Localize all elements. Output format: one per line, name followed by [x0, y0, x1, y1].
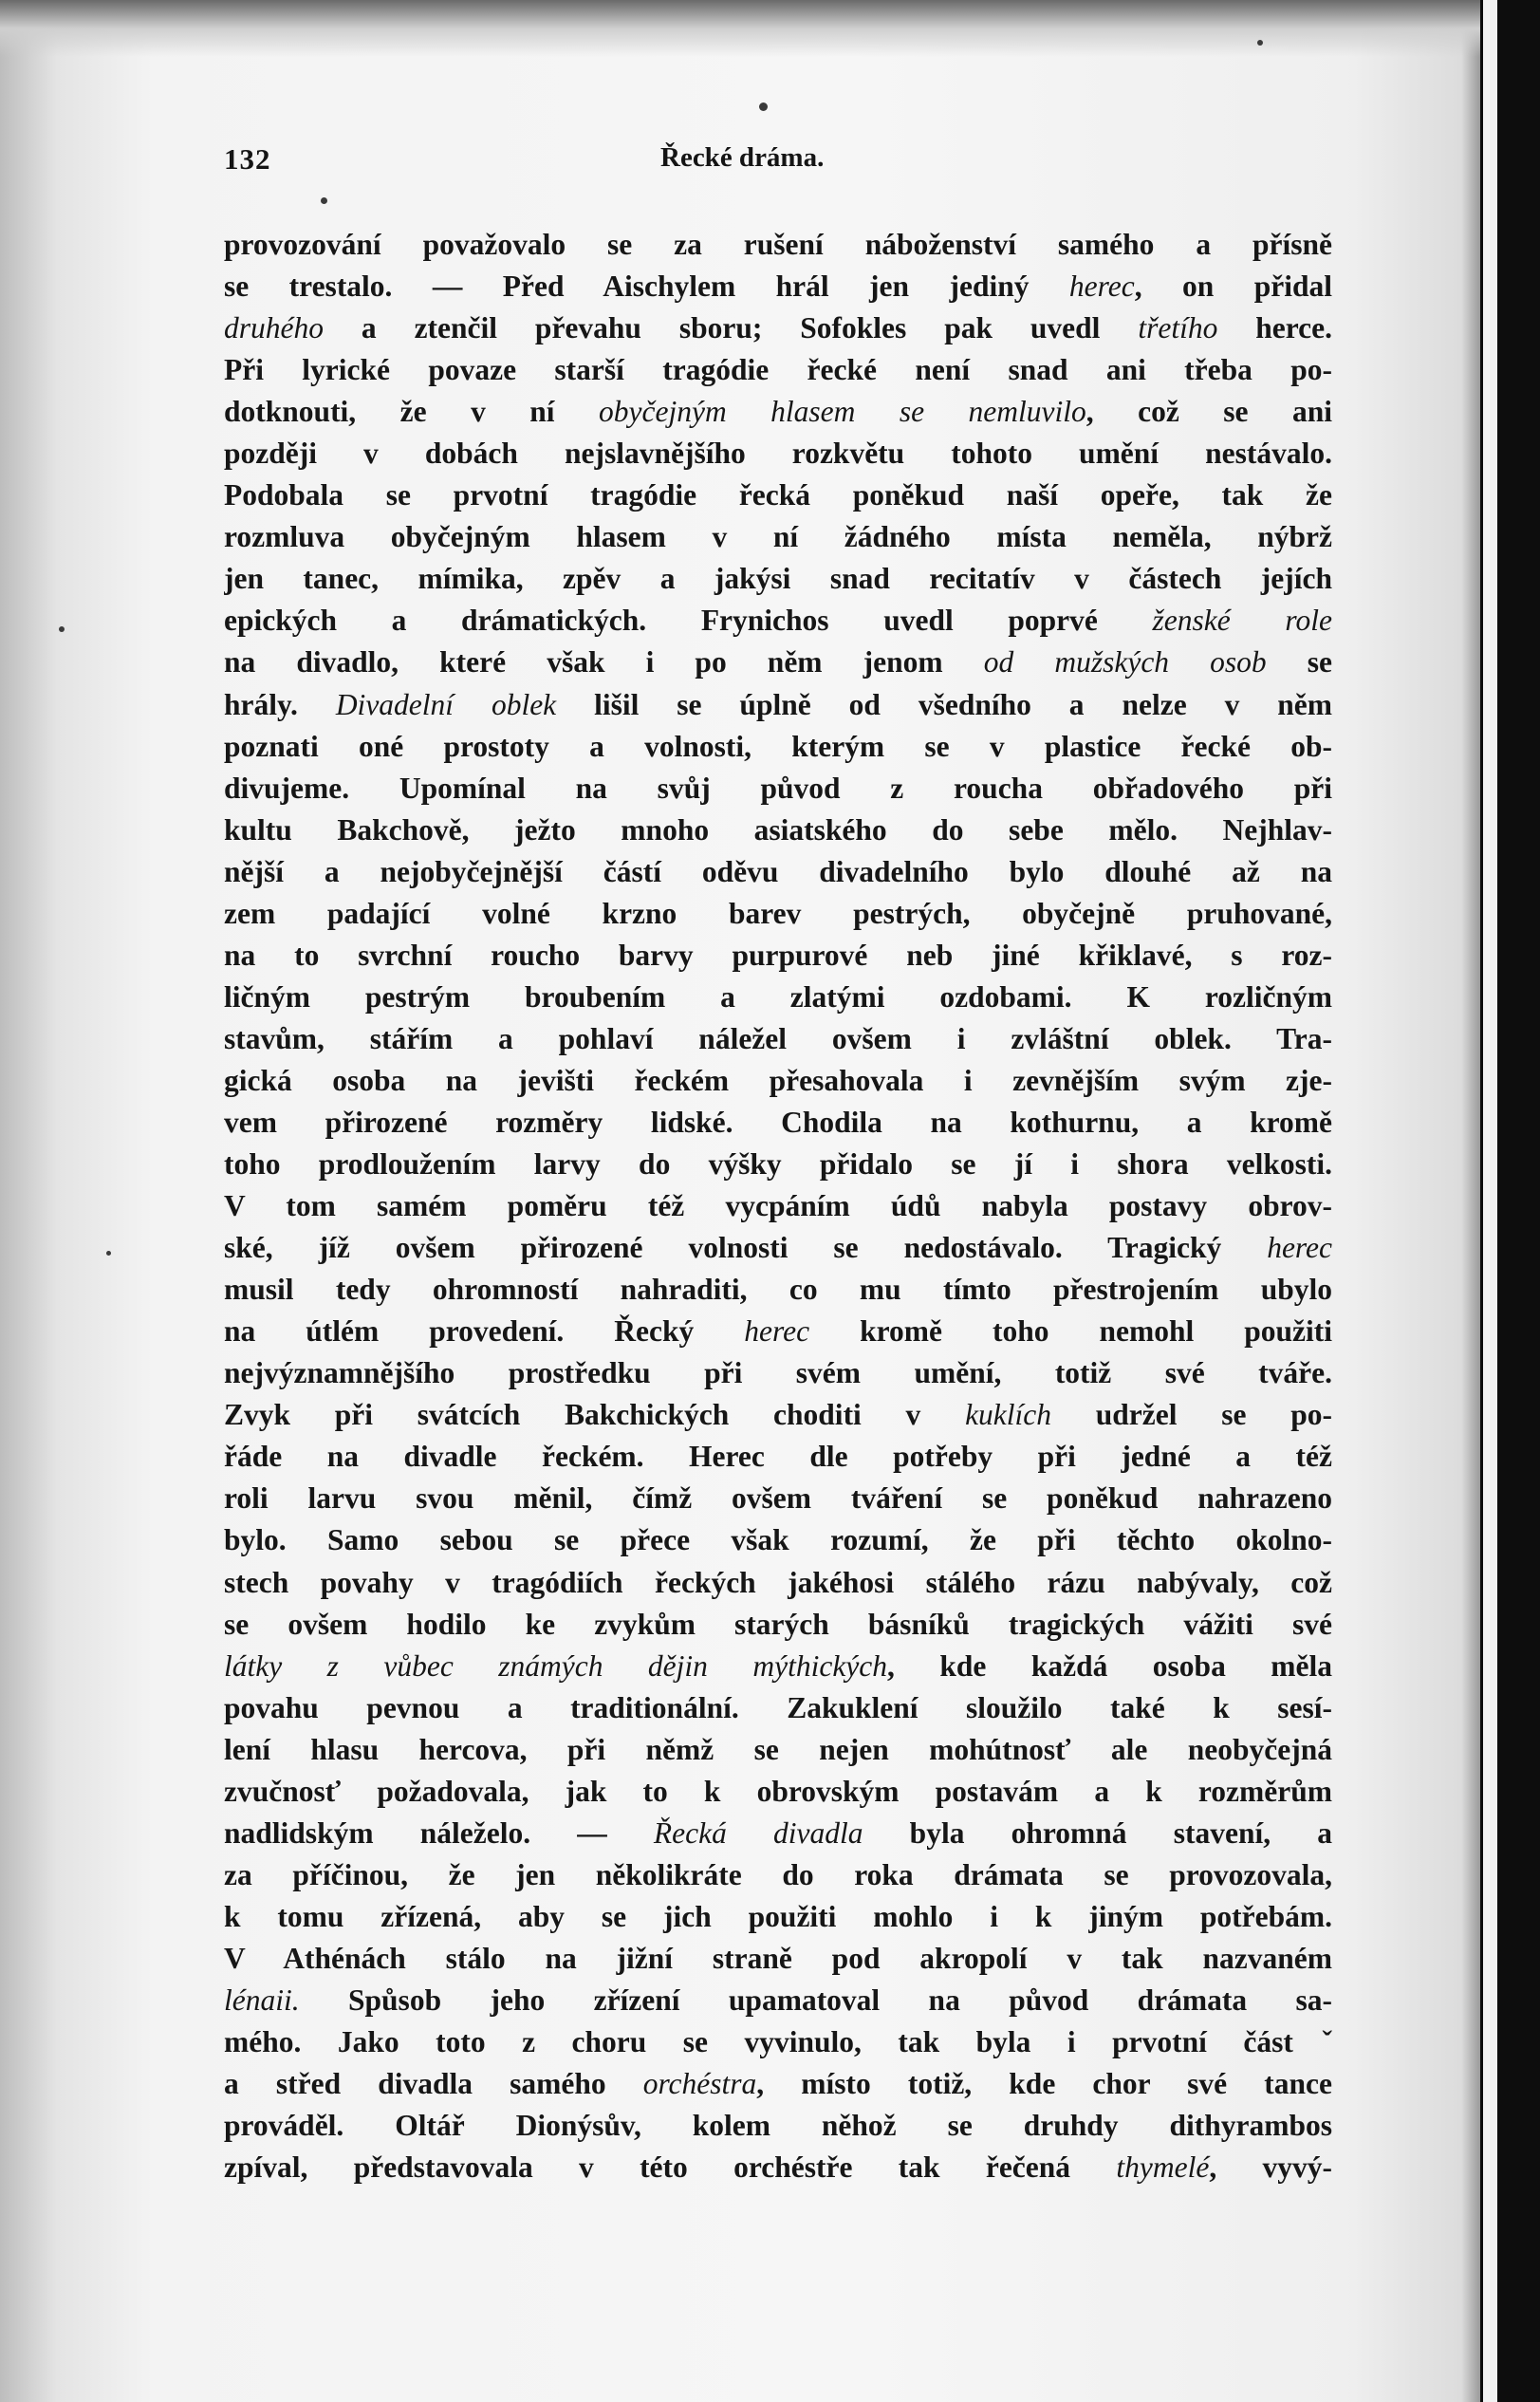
text-line: stavům, stářím a pohlaví náležel ovšem i zvláštní oblek. Tra-	[224, 1021, 1332, 1055]
text-line: V tom samém poměru též vycpáním údů nabyla postavy obrov-	[224, 1189, 1332, 1223]
text-line: poznati oné prostoty a volnosti, kterým se v plastice řecké ob-	[224, 729, 1332, 763]
text-line: dotknouti, že v ní obyčejným hlasem se nemluvilo, což se ani	[224, 395, 1332, 429]
body-text	[224, 224, 1332, 2185]
text-line: musil tedy ohromností nahraditi, co mu tímto přestrojením ubylo	[224, 1273, 1332, 1307]
text-line: epických a drámatických. Frynichos uvedl poprvé ženské role	[224, 604, 1332, 638]
italic-phrase: Divadelní oblek	[335, 687, 557, 721]
italic-phrase: thymelé	[1116, 2151, 1210, 2185]
text-line: druhého a ztenčil převahu sboru; Sofokles pak uvedl třetího herce.	[224, 311, 1332, 345]
text-line: vem přirozené rozměry lidské. Chodila na kothurnu, a kromě	[224, 1105, 1332, 1139]
italic-phrase: ženské role	[1152, 604, 1332, 638]
text-line: za příčinou, že jen několikráte do roka drámata se provozovala,	[224, 1857, 1332, 1891]
italic-phrase: herec	[1267, 1231, 1332, 1265]
top-shadow	[0, 0, 1480, 57]
text-line: prováděl. Oltář Dionýsův, kolem něhož se druhdy dithyrambos	[224, 2109, 1332, 2143]
text-line: roli larvu svou měnil, čímž ovšem tváření se poněkud nahrazeno	[224, 1481, 1332, 1516]
scan-speck	[59, 626, 65, 632]
text-line: řáde na divadle řeckém. Herec dle potřeby při jedné a též	[224, 1440, 1332, 1474]
text-line: Zvyk při svátcích Bakchických choditi v kuklích udržel se po-	[224, 1398, 1332, 1432]
text-line: mého. Jako toto z choru se vyvinulo, tak byla i prvotní částˇ	[224, 2025, 1332, 2059]
text-line: bylo. Samo sebou se přece však rozumí, že při těchto okolno-	[224, 1523, 1332, 1557]
italic-phrase: druhého	[224, 311, 324, 345]
text-line: k tomu zřízená, aby se jich použiti mohlo i k jiným potřebám.	[224, 1899, 1332, 1933]
text-line: se ovšem hodilo ke zvykům starých básníků tragických vážiti své	[224, 1607, 1332, 1641]
text-line: lénaii. Spůsob jeho zřízení upamatoval na původ drámata sa-	[224, 1983, 1332, 2017]
text-line: zvučnosť požadovala, jak to k obrovským postavám a k rozměrům	[224, 1774, 1332, 1808]
text-line: zpíval, představovala v této orchéstře tak řečená thymelé, vyvý-	[224, 2151, 1332, 2185]
text-line: rozmluva obyčejným hlasem v ní žádného místa neměla, nýbrž	[224, 520, 1332, 554]
page-number: 132	[224, 142, 271, 176]
text-line: divujeme. Upomínal na svůj původ z roucha obřadového při	[224, 771, 1332, 805]
text-line: na útlém provedení. Řecký herec kromě toho nemohl použiti	[224, 1314, 1332, 1349]
text-line: zem padající volné krzno barev pestrých, obyčejně pruhované,	[224, 896, 1332, 930]
text-line: kultu Bakchově, ježto mnoho asiatského do sebe mělo. Nejhlav-	[224, 812, 1332, 847]
italic-phrase: od mužských osob	[983, 645, 1267, 680]
italic-phrase: herec	[1068, 270, 1135, 304]
page-header: Řecké dráma.	[660, 142, 825, 173]
text-line: ličným pestrým broubením a zlatými ozdobami. K rozličným	[224, 979, 1332, 1014]
text-line: hrály. Divadelní oblek lišil se úplně od všedního a nelze v něm	[224, 687, 1332, 721]
running-head	[224, 142, 1344, 180]
text-line: nadlidským náleželo. — Řecká divadla byla ohromná stavení, a	[224, 1815, 1332, 1850]
text-line: povahu pevnou a traditionální. Zakuklení sloužilo také k sesí-	[224, 1690, 1332, 1724]
italic-phrase: třetího	[1138, 311, 1218, 345]
text-line: gická osoba na jevišti řeckém přesahovala i zevnějším svým zje-	[224, 1063, 1332, 1097]
text-line: na to svrchní roucho barvy purpurové neb jiné křiklavé, s roz-	[224, 938, 1332, 972]
binding-shadow	[1497, 0, 1540, 2402]
scan-speck	[321, 197, 327, 204]
italic-phrase: Řecká divadla	[653, 1815, 863, 1850]
text-line: provozování považovalo se za rušení náboženství samého a přísně	[224, 228, 1332, 261]
text-line: a střed divadla samého orchéstra, místo totiž, kde chor své tance	[224, 2067, 1332, 2101]
text-line: se trestalo. — Před Aischylem hrál jen jediný herec, on přidal	[224, 270, 1332, 304]
text-line: nejvýznamnějšího prostředku při svém umění, totiž své tváře.	[224, 1356, 1332, 1390]
text-line: stech povahy v tragódiích řeckých jakéhosi stálého rázu nabývaly, což	[224, 1565, 1332, 1599]
text-line: na divadlo, které však i po něm jenom od mužských osob se	[224, 645, 1332, 680]
text-line: lení hlasu hercova, při němž se nejen mohútnosť ale neobyčejná	[224, 1732, 1332, 1766]
scan-speck	[1257, 40, 1263, 46]
text-line: Podobala se prvotní tragódie řecká poněkud naší opeře, tak že	[224, 478, 1332, 512]
scan-speck	[106, 1251, 111, 1256]
italic-phrase: herec	[744, 1314, 810, 1349]
text-line: Při lyrické povaze starší tragódie řecké není snad ani třeba po-	[224, 353, 1332, 387]
text-line: V Athénách stálo na jižní straně pod akropolí v tak nazvaném	[224, 1941, 1332, 1975]
text-line: nější a nejobyčejnější částí oděvu divadelního bylo dlouhé až na	[224, 854, 1332, 888]
italic-phrase: kuklích	[965, 1398, 1052, 1432]
text-line: jen tanec, mímika, zpěv a jakýsi snad recitatív v částech jejích	[224, 562, 1332, 596]
text-line: později v dobách nejslavnějšího rozkvětu tohoto umění nestávalo.	[224, 437, 1332, 471]
text-line: ské, jíž ovšem přirozené volnosti se nedostávalo. Tragický herec	[224, 1231, 1332, 1265]
italic-phrase: lénaii.	[224, 1983, 300, 2017]
text-line: toho prodloužením larvy do výšky přidalo se jí i shora velkosti.	[224, 1147, 1332, 1182]
italic-phrase: látky z vůbec známých dějin mýthických	[224, 1648, 888, 1683]
scan-speck	[759, 102, 768, 111]
italic-phrase: obyčejným hlasem se nemluvilo	[599, 395, 1086, 429]
italic-phrase: orchéstra	[642, 2067, 757, 2101]
text-line: látky z vůbec známých dějin mýthických, kde každá osoba měla	[224, 1648, 1332, 1683]
